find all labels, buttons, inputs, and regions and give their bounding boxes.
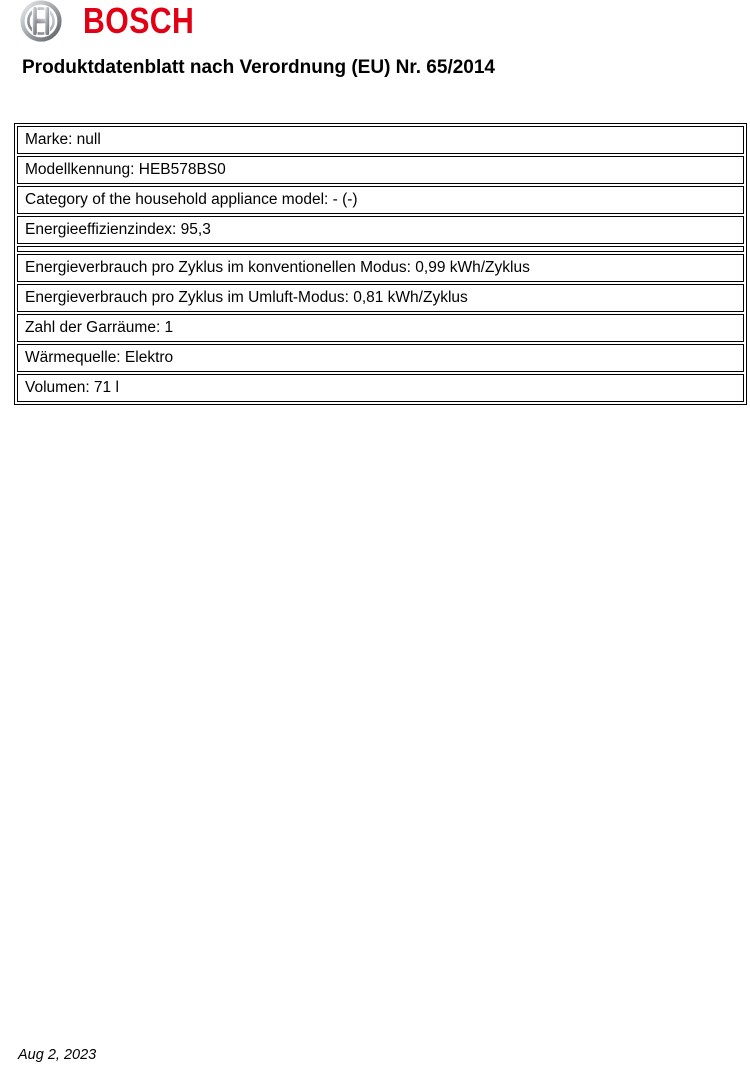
table-row-energieverbrauch-umluft [17, 284, 744, 312]
cell-waermequelle: Wärmequelle: Elektro [17, 344, 744, 372]
brand-wordmark: BOSCH [83, 0, 195, 41]
table-row-category [17, 186, 744, 214]
page-title: Produktdatenblatt nach Verordnung (EU) Nr. 65/2014 [22, 57, 495, 78]
cell-energieverbrauch-umluft: Energieverbrauch pro Zyklus im Umluft-Modus: 0,81 kWh/Zyklus [17, 284, 744, 312]
cell-modellkennung: Modellkennung: HEB578BS0 [17, 156, 744, 184]
cell-garraeume: Zahl der Garräume: 1 [17, 314, 744, 342]
table-row-spacer [17, 246, 744, 252]
cell-category: Category of the household appliance model: - (-) [17, 186, 744, 214]
table-row-marke [17, 126, 744, 154]
table-row-volumen [17, 374, 744, 402]
brand-header [20, 0, 216, 42]
table-row-garraeume [17, 314, 744, 342]
table-row-modellkennung [17, 156, 744, 184]
cell-energieeffizienzindex: Energieeffizienzindex: 95,3 [17, 216, 744, 244]
cell-energieverbrauch-konventionell: Energieverbrauch pro Zyklus im konventionellen Modus: 0,99 kWh/Zyklus [17, 254, 744, 282]
cell-marke: Marke: null [17, 126, 744, 154]
table-row-waermequelle [17, 344, 744, 372]
bosch-armature-icon [20, 0, 62, 42]
table-row-energieverbrauch-konventionell [17, 254, 744, 282]
cell-spacer [17, 246, 744, 252]
datasheet-table [14, 123, 747, 405]
cell-volumen: Volumen: 71 l [17, 374, 744, 402]
table-row-energieeffizienzindex [17, 216, 744, 244]
footer-date: Aug 2, 2023 [18, 1047, 97, 1063]
